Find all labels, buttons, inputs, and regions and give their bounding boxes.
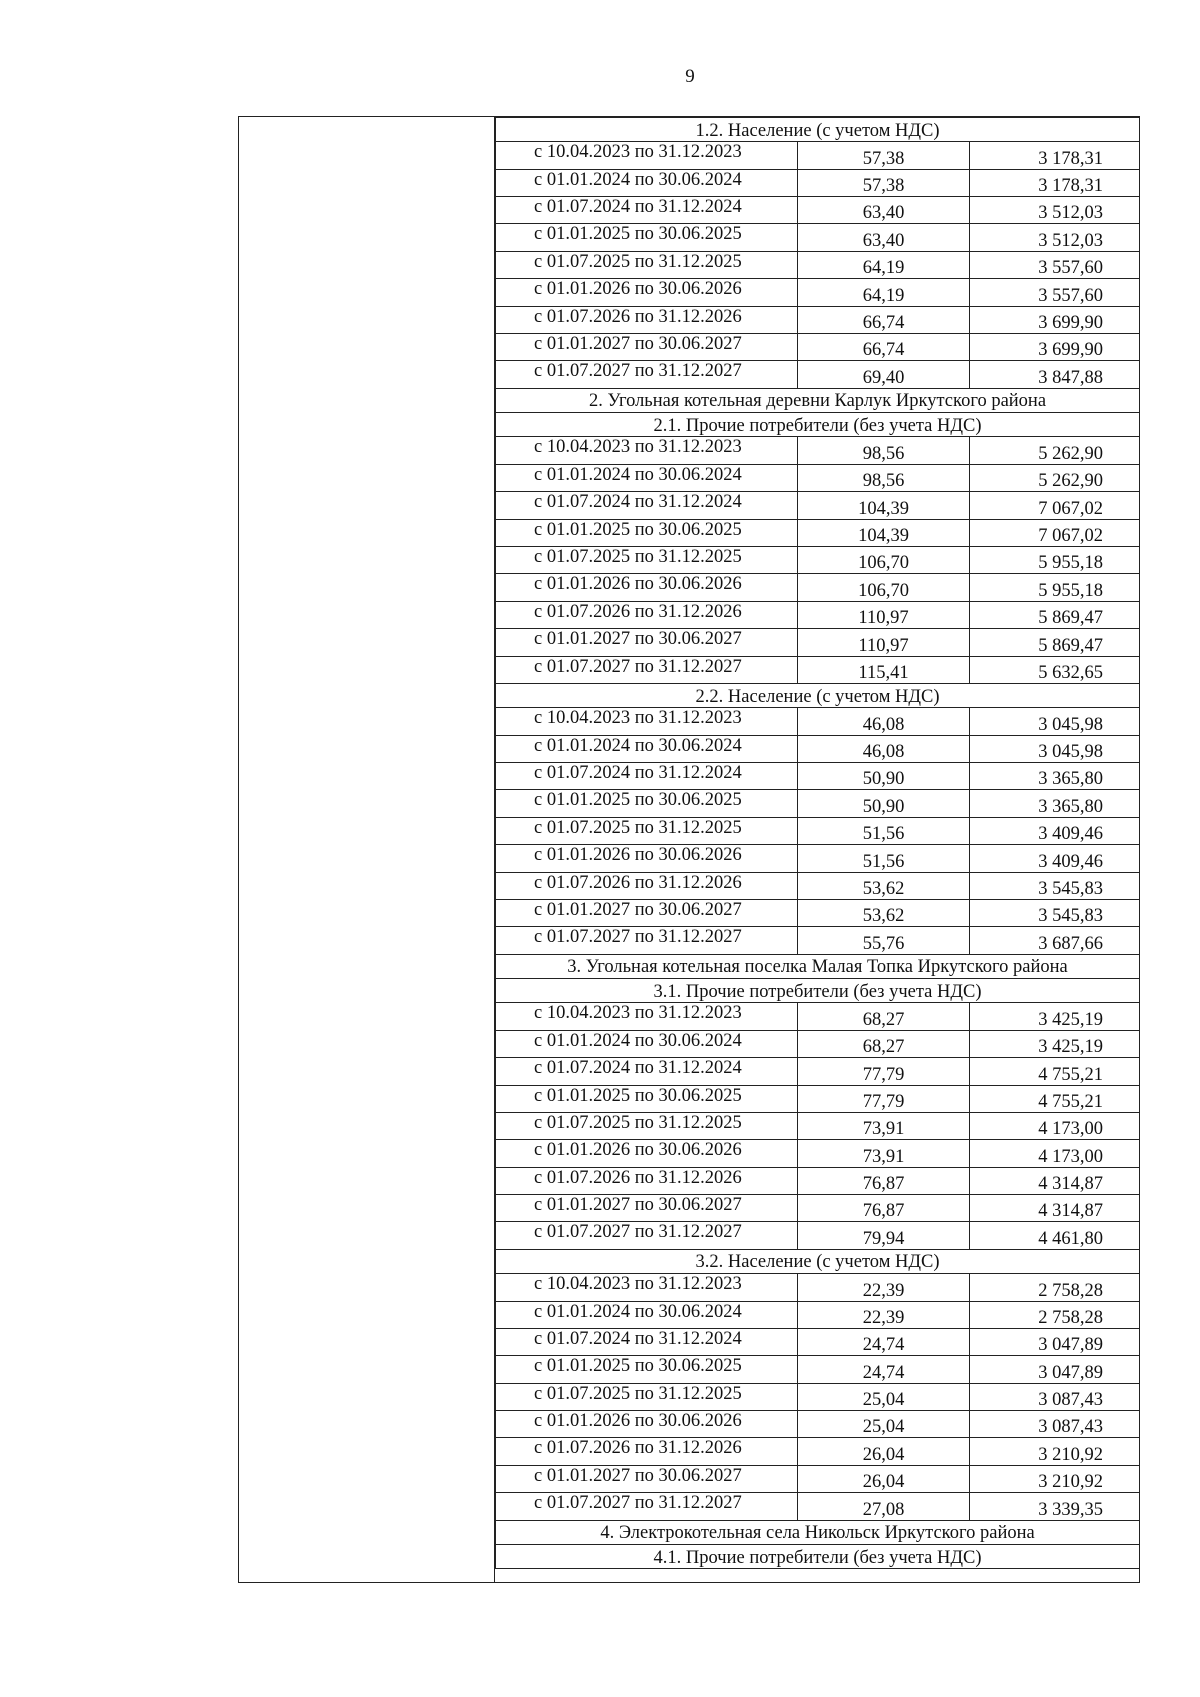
table-row xyxy=(496,872,1140,899)
tariff-value-cell: 4 314,87 xyxy=(970,1195,1140,1222)
period-cell: с 01.01.2024 по 30.06.2024 xyxy=(496,1030,798,1057)
table-row xyxy=(496,601,1140,628)
period-cell: с 01.01.2026 по 30.06.2026 xyxy=(496,1411,798,1438)
tariff-value-cell: 22,39 xyxy=(798,1301,970,1328)
section-header: 2. Угольная котельная деревни Карлук Иркутского района xyxy=(496,388,1140,412)
period-cell: с 01.01.2024 по 30.06.2024 xyxy=(496,1301,798,1328)
table-row xyxy=(496,1140,1140,1167)
tariff-value-cell: 69,40 xyxy=(798,361,970,388)
table-row xyxy=(496,1438,1140,1465)
table-row xyxy=(496,279,1140,306)
table-row xyxy=(496,1411,1140,1438)
period-cell: с 01.07.2025 по 31.12.2025 xyxy=(496,1383,798,1410)
table-row xyxy=(496,1465,1140,1492)
period-cell: с 01.01.2027 по 30.06.2027 xyxy=(496,334,798,361)
tariff-value-cell: 79,94 xyxy=(798,1222,970,1249)
table-row xyxy=(496,1383,1140,1410)
tariff-value-cell: 77,79 xyxy=(798,1058,970,1085)
tariff-value-cell: 110,97 xyxy=(798,601,970,628)
tariff-value-cell: 5 955,18 xyxy=(970,546,1140,573)
section-header-row xyxy=(496,683,1140,707)
tariff-value-cell: 2 758,28 xyxy=(970,1274,1140,1301)
table-row xyxy=(496,708,1140,735)
period-cell: с 01.07.2024 по 31.12.2024 xyxy=(496,1058,798,1085)
table-row xyxy=(496,142,1140,169)
period-cell: с 01.07.2026 по 31.12.2026 xyxy=(496,872,798,899)
tariff-value-cell: 53,62 xyxy=(798,872,970,899)
period-cell: с 01.01.2025 по 30.06.2025 xyxy=(496,790,798,817)
table-row xyxy=(496,927,1140,954)
period-cell: с 01.01.2027 по 30.06.2027 xyxy=(496,1195,798,1222)
tariff-value-cell: 64,19 xyxy=(798,251,970,278)
tariff-value-cell: 3 699,90 xyxy=(970,334,1140,361)
section-header-row xyxy=(496,979,1140,1003)
tariff-value-cell: 3 365,80 xyxy=(970,763,1140,790)
tariff-value-cell: 4 314,87 xyxy=(970,1167,1140,1194)
tariff-value-cell: 51,56 xyxy=(798,817,970,844)
tariff-value-cell: 66,74 xyxy=(798,334,970,361)
tariff-value-cell: 115,41 xyxy=(798,656,970,683)
tariff-table xyxy=(495,117,1140,1569)
section-header-row xyxy=(496,413,1140,437)
tariff-value-cell: 3 087,43 xyxy=(970,1411,1140,1438)
tariff-value-cell: 25,04 xyxy=(798,1411,970,1438)
table-row xyxy=(496,361,1140,388)
tariff-value-cell: 3 512,03 xyxy=(970,197,1140,224)
section-header: 4. Электрокотельная села Никольск Иркутского района xyxy=(496,1520,1140,1544)
table-row xyxy=(496,790,1140,817)
tariff-value-cell: 3 047,89 xyxy=(970,1356,1140,1383)
period-cell: с 01.07.2027 по 31.12.2027 xyxy=(496,361,798,388)
period-cell: с 01.07.2024 по 31.12.2024 xyxy=(496,492,798,519)
table-row xyxy=(496,519,1140,546)
tariff-value-cell: 4 461,80 xyxy=(970,1222,1140,1249)
section-header-row xyxy=(496,1544,1140,1568)
period-cell: с 01.07.2027 по 31.12.2027 xyxy=(496,1222,798,1249)
section-header-row xyxy=(496,1520,1140,1544)
tariff-value-cell: 3 425,19 xyxy=(970,1003,1140,1030)
table-row xyxy=(496,629,1140,656)
tariff-table-body xyxy=(496,118,1140,1569)
table-row xyxy=(496,1085,1140,1112)
period-cell: с 01.01.2024 по 30.06.2024 xyxy=(496,169,798,196)
period-cell: с 01.01.2026 по 30.06.2026 xyxy=(496,1140,798,1167)
period-cell: с 01.01.2024 по 30.06.2024 xyxy=(496,464,798,491)
section-header-row xyxy=(496,118,1140,142)
tariff-value-cell: 3 512,03 xyxy=(970,224,1140,251)
tariff-value-cell: 68,27 xyxy=(798,1003,970,1030)
table-row xyxy=(496,464,1140,491)
period-cell: с 01.07.2026 по 31.12.2026 xyxy=(496,1438,798,1465)
tariff-value-cell: 68,27 xyxy=(798,1030,970,1057)
period-cell: с 01.07.2024 по 31.12.2024 xyxy=(496,197,798,224)
tariff-value-cell: 55,76 xyxy=(798,927,970,954)
period-cell: с 01.01.2027 по 30.06.2027 xyxy=(496,899,798,926)
tariff-value-cell: 3 045,98 xyxy=(970,708,1140,735)
tariff-value-cell: 98,56 xyxy=(798,437,970,464)
tariff-value-cell: 3 365,80 xyxy=(970,790,1140,817)
period-cell: с 10.04.2023 по 31.12.2023 xyxy=(496,1003,798,1030)
table-row xyxy=(496,817,1140,844)
period-cell: с 01.07.2027 по 31.12.2027 xyxy=(496,656,798,683)
table-row xyxy=(496,1112,1140,1139)
section-header-row xyxy=(496,1249,1140,1273)
tariff-value-cell: 26,04 xyxy=(798,1465,970,1492)
section-header: 2.2. Население (с учетом НДС) xyxy=(496,683,1140,707)
period-cell: с 01.01.2025 по 30.06.2025 xyxy=(496,224,798,251)
tariff-value-cell: 24,74 xyxy=(798,1356,970,1383)
tariff-value-cell: 26,04 xyxy=(798,1438,970,1465)
tariff-value-cell: 7 067,02 xyxy=(970,519,1140,546)
period-cell: с 01.07.2025 по 31.12.2025 xyxy=(496,817,798,844)
section-header: 4.1. Прочие потребители (без учета НДС) xyxy=(496,1544,1140,1568)
table-row xyxy=(496,1058,1140,1085)
table-row xyxy=(496,1030,1140,1057)
period-cell: с 01.01.2026 по 30.06.2026 xyxy=(496,279,798,306)
tariff-value-cell: 3 178,31 xyxy=(970,142,1140,169)
table-row xyxy=(496,334,1140,361)
tariff-value-cell: 4 755,21 xyxy=(970,1058,1140,1085)
table-row xyxy=(496,1167,1140,1194)
tariff-value-cell: 104,39 xyxy=(798,519,970,546)
table-row xyxy=(496,1328,1140,1355)
tariff-value-cell: 50,90 xyxy=(798,790,970,817)
table-row xyxy=(496,735,1140,762)
period-cell: с 01.01.2025 по 30.06.2025 xyxy=(496,519,798,546)
table-row xyxy=(496,656,1140,683)
tariff-table-frame xyxy=(238,116,1140,1583)
tariff-value-cell: 3 339,35 xyxy=(970,1493,1140,1520)
tariff-value-cell: 46,08 xyxy=(798,735,970,762)
table-left-column xyxy=(239,117,495,1582)
tariff-value-cell: 5 632,65 xyxy=(970,656,1140,683)
table-row xyxy=(496,1301,1140,1328)
tariff-value-cell: 5 955,18 xyxy=(970,574,1140,601)
table-row xyxy=(496,306,1140,333)
table-row xyxy=(496,899,1140,926)
table-row xyxy=(496,1493,1140,1520)
tariff-value-cell: 77,79 xyxy=(798,1085,970,1112)
tariff-value-cell: 98,56 xyxy=(798,464,970,491)
tariff-value-cell: 106,70 xyxy=(798,574,970,601)
tariff-value-cell: 3 425,19 xyxy=(970,1030,1140,1057)
tariff-value-cell: 2 758,28 xyxy=(970,1301,1140,1328)
tariff-value-cell: 5 869,47 xyxy=(970,601,1140,628)
tariff-value-cell: 76,87 xyxy=(798,1167,970,1194)
period-cell: с 10.04.2023 по 31.12.2023 xyxy=(496,437,798,464)
period-cell: с 01.01.2025 по 30.06.2025 xyxy=(496,1085,798,1112)
tariff-value-cell: 22,39 xyxy=(798,1274,970,1301)
table-row xyxy=(496,197,1140,224)
tariff-value-cell: 73,91 xyxy=(798,1140,970,1167)
tariff-value-cell: 63,40 xyxy=(798,197,970,224)
period-cell: с 01.07.2026 по 31.12.2026 xyxy=(496,1167,798,1194)
tariff-value-cell: 46,08 xyxy=(798,708,970,735)
tariff-value-cell: 104,39 xyxy=(798,492,970,519)
tariff-value-cell: 24,74 xyxy=(798,1328,970,1355)
table-row xyxy=(496,1222,1140,1249)
period-cell: с 10.04.2023 по 31.12.2023 xyxy=(496,1274,798,1301)
section-header: 2.1. Прочие потребители (без учета НДС) xyxy=(496,413,1140,437)
table-row xyxy=(496,546,1140,573)
tariff-value-cell: 3 087,43 xyxy=(970,1383,1140,1410)
table-row xyxy=(496,224,1140,251)
period-cell: с 01.07.2027 по 31.12.2027 xyxy=(496,927,798,954)
tariff-value-cell: 57,38 xyxy=(798,169,970,196)
tariff-value-cell: 3 210,92 xyxy=(970,1465,1140,1492)
period-cell: с 01.07.2027 по 31.12.2027 xyxy=(496,1493,798,1520)
tariff-value-cell: 50,90 xyxy=(798,763,970,790)
tariff-value-cell: 4 173,00 xyxy=(970,1140,1140,1167)
period-cell: с 01.01.2027 по 30.06.2027 xyxy=(496,1465,798,1492)
tariff-value-cell: 3 545,83 xyxy=(970,872,1140,899)
period-cell: с 01.01.2025 по 30.06.2025 xyxy=(496,1356,798,1383)
period-cell: с 01.01.2024 по 30.06.2024 xyxy=(496,735,798,762)
period-cell: с 01.01.2026 по 30.06.2026 xyxy=(496,574,798,601)
tariff-value-cell: 5 262,90 xyxy=(970,464,1140,491)
tariff-value-cell: 3 545,83 xyxy=(970,899,1140,926)
tariff-value-cell: 3 045,98 xyxy=(970,735,1140,762)
tariff-value-cell: 3 178,31 xyxy=(970,169,1140,196)
period-cell: с 01.07.2024 по 31.12.2024 xyxy=(496,1328,798,1355)
table-row xyxy=(496,763,1140,790)
tariff-value-cell: 27,08 xyxy=(798,1493,970,1520)
table-row xyxy=(496,574,1140,601)
tariff-value-cell: 3 210,92 xyxy=(970,1438,1140,1465)
tariff-value-cell: 5 869,47 xyxy=(970,629,1140,656)
tariff-value-cell: 3 557,60 xyxy=(970,251,1140,278)
tariff-value-cell: 110,97 xyxy=(798,629,970,656)
tariff-value-cell: 73,91 xyxy=(798,1112,970,1139)
table-row xyxy=(496,1003,1140,1030)
period-cell: с 01.07.2024 по 31.12.2024 xyxy=(496,763,798,790)
period-cell: с 01.07.2026 по 31.12.2026 xyxy=(496,601,798,628)
table-row xyxy=(496,251,1140,278)
tariff-value-cell: 25,04 xyxy=(798,1383,970,1410)
tariff-value-cell: 64,19 xyxy=(798,279,970,306)
tariff-value-cell: 5 262,90 xyxy=(970,437,1140,464)
table-row xyxy=(496,1195,1140,1222)
period-cell: с 10.04.2023 по 31.12.2023 xyxy=(496,708,798,735)
section-header: 1.2. Население (с учетом НДС) xyxy=(496,118,1140,142)
section-header-row xyxy=(496,388,1140,412)
tariff-value-cell: 106,70 xyxy=(798,546,970,573)
table-row xyxy=(496,1356,1140,1383)
tariff-value-cell: 3 557,60 xyxy=(970,279,1140,306)
table-row xyxy=(496,169,1140,196)
tariff-value-cell: 66,74 xyxy=(798,306,970,333)
tariff-value-cell: 53,62 xyxy=(798,899,970,926)
table-row xyxy=(496,845,1140,872)
tariff-value-cell: 4 755,21 xyxy=(970,1085,1140,1112)
period-cell: с 01.07.2026 по 31.12.2026 xyxy=(496,306,798,333)
tariff-value-cell: 3 699,90 xyxy=(970,306,1140,333)
section-header: 3. Угольная котельная поселка Малая Топка Иркутского района xyxy=(496,954,1140,978)
period-cell: с 01.07.2025 по 31.12.2025 xyxy=(496,546,798,573)
tariff-value-cell: 3 409,46 xyxy=(970,845,1140,872)
table-row xyxy=(496,492,1140,519)
tariff-value-cell: 3 047,89 xyxy=(970,1328,1140,1355)
tariff-value-cell: 63,40 xyxy=(798,224,970,251)
period-cell: с 01.01.2027 по 30.06.2027 xyxy=(496,629,798,656)
tariff-value-cell: 76,87 xyxy=(798,1195,970,1222)
section-header: 3.1. Прочие потребители (без учета НДС) xyxy=(496,979,1140,1003)
period-cell: с 01.01.2026 по 30.06.2026 xyxy=(496,845,798,872)
period-cell: с 10.04.2023 по 31.12.2023 xyxy=(496,142,798,169)
section-header-row xyxy=(496,954,1140,978)
period-cell: с 01.07.2025 по 31.12.2025 xyxy=(496,1112,798,1139)
table-row xyxy=(496,437,1140,464)
page-number: 9 xyxy=(685,66,695,87)
tariff-value-cell: 51,56 xyxy=(798,845,970,872)
tariff-value-cell: 7 067,02 xyxy=(970,492,1140,519)
tariff-value-cell: 57,38 xyxy=(798,142,970,169)
table-row xyxy=(496,1274,1140,1301)
section-header: 3.2. Население (с учетом НДС) xyxy=(496,1249,1140,1273)
tariff-value-cell: 3 847,88 xyxy=(970,361,1140,388)
tariff-value-cell: 4 173,00 xyxy=(970,1112,1140,1139)
tariff-value-cell: 3 687,66 xyxy=(970,927,1140,954)
period-cell: с 01.07.2025 по 31.12.2025 xyxy=(496,251,798,278)
tariff-value-cell: 3 409,46 xyxy=(970,817,1140,844)
